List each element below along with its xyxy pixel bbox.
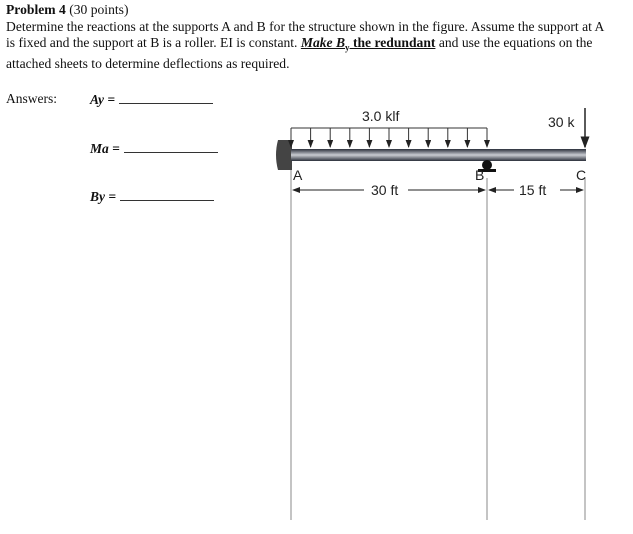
statement-line-2: is fixed and the support at B is a roller. EI is constant. <box>6 35 301 50</box>
statement-line-3: attached sheets to determine deflections as required. <box>6 56 290 72</box>
problem-points: (30 points) <box>69 2 129 17</box>
beam <box>291 149 586 161</box>
load-arrows <box>291 128 487 147</box>
span-bc-label: 15 ft <box>519 182 547 198</box>
fixed-support-a <box>276 140 292 170</box>
label-b: B <box>475 167 485 183</box>
label-a: A <box>293 167 303 183</box>
extension-lines <box>291 168 585 520</box>
answer-ma[interactable]: Ma = <box>90 140 218 157</box>
span-ab-label: 30 ft <box>371 182 399 198</box>
answer-ay[interactable]: Ay = <box>90 91 213 108</box>
redundant-instruction: Make $B_y$ the redundant <box>300 35 436 53</box>
answer-by[interactable]: By = <box>90 188 214 205</box>
point-load-label: 30 k <box>548 114 575 130</box>
label-c: C <box>576 167 587 183</box>
distributed-load-label: 3.0 klf <box>362 108 400 124</box>
statement-line-2-end: and use the equations on the <box>435 35 593 50</box>
answers-label: Answers: <box>6 91 57 106</box>
statement-line-1: Determine the reactions at the supports A and B for the structure shown in the figure. Assume the support at A <box>6 18 605 34</box>
problem-title: Problem 4 <box>6 2 66 17</box>
